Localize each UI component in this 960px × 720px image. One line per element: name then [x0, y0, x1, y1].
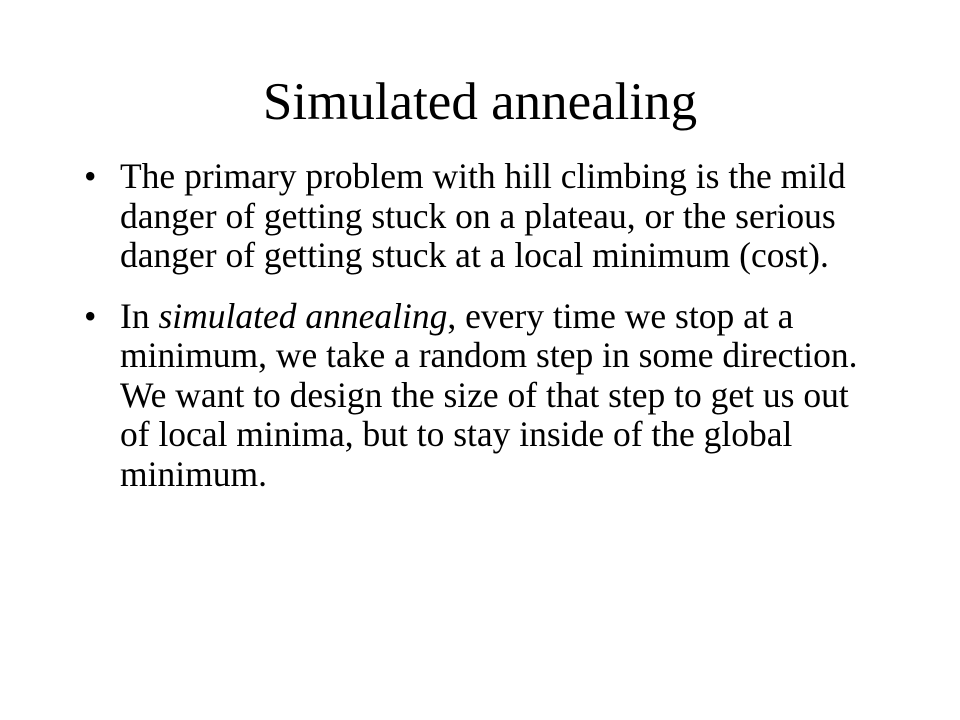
bullet-marker: • — [84, 156, 97, 196]
bullet-emphasis: simulated annealing — [158, 295, 448, 336]
bullet-marker: • — [84, 295, 97, 336]
bullet-item-hill-climbing — [84, 157, 884, 276]
bullet-list — [84, 157, 884, 494]
slide-title: Simulated annealing — [262, 73, 698, 131]
bullet-item-simulated-annealing — [84, 297, 884, 495]
bullet-text-prefix: In — [120, 295, 159, 336]
bullet-text-suffix: , every time we stop at a minimum, we take a random step in some direction. We want to design the size of that step to get us out of local minima, but to stay inside of the global minimum. — [120, 295, 858, 494]
bullet-text: The primary problem with hill climbing is the mild danger of getting stuck on a plateau, or the serious danger of getting stuck at a local minimum (cost). — [120, 156, 846, 275]
